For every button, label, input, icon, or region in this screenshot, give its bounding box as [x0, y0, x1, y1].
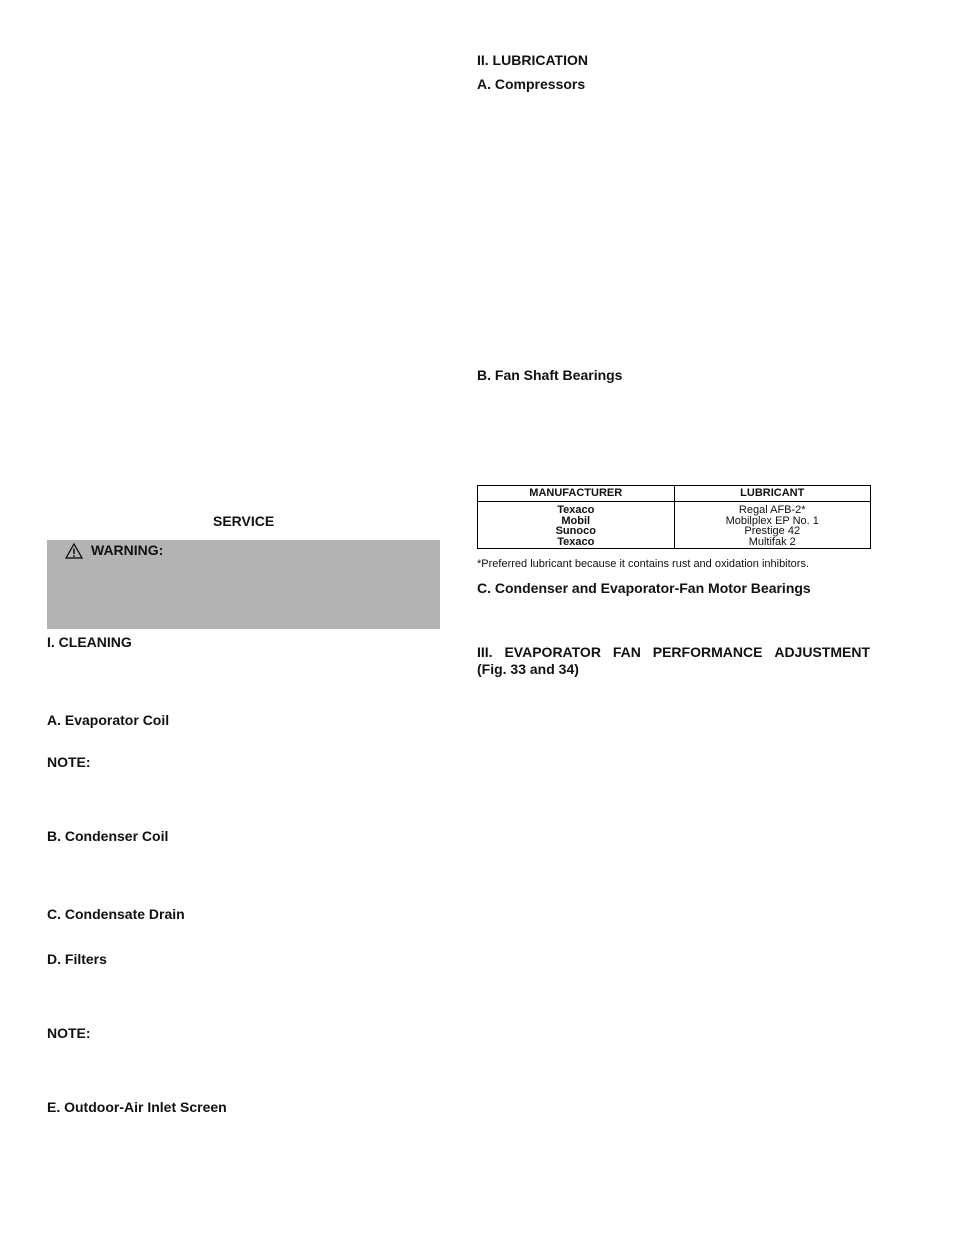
- heading-word: ADJUSTMENT: [774, 644, 870, 660]
- heading-word: PERFORMANCE: [652, 644, 763, 660]
- manufacturer-name: Texaco: [557, 535, 595, 548]
- note-label: NOTE:: [47, 1025, 91, 1041]
- table-header-lubricant: LUBRICANT: [674, 486, 871, 502]
- manufacturer-name: Sunoco: [555, 525, 596, 537]
- warning-label: WARNING:: [91, 542, 164, 558]
- subsection-outdoor-air-inlet-screen: E. Outdoor-Air Inlet Screen: [47, 1099, 227, 1115]
- subsection-compressors: A. Compressors: [477, 76, 586, 92]
- section-fan-adjustment-heading: [477, 644, 870, 661]
- manufacturer-cell: [478, 502, 675, 549]
- table-header-manufacturer: MANUFACTURER: [478, 486, 675, 502]
- lubricant-name: Regal AFB-2*: [738, 504, 806, 516]
- warning-header: [65, 542, 163, 559]
- lubricant-name: Prestige 42: [744, 525, 801, 537]
- lubricant-name: Mobilplex EP No. 1: [725, 514, 819, 527]
- table-footnote: *Preferred lubricant because it contains rust and oxidation inhibitors.: [477, 558, 810, 570]
- manufacturer-name: Texaco: [557, 504, 595, 516]
- manufacturer-name: Mobil: [561, 514, 591, 527]
- subsection-condenser-coil: B. Condenser Coil: [47, 828, 169, 844]
- subsection-filters: D. Filters: [47, 951, 107, 967]
- subsection-fan-shaft-bearings: B. Fan Shaft Bearings: [477, 367, 623, 383]
- heading-word: III.: [477, 644, 493, 660]
- section-service-title: SERVICE: [213, 513, 275, 529]
- table-row: [478, 502, 871, 549]
- heading-word: FAN: [612, 644, 641, 660]
- lubricant-name: Multifak 2: [748, 535, 796, 548]
- note-label: NOTE:: [47, 754, 91, 770]
- subsection-motor-bearings: C. Condenser and Evaporator-Fan Motor Bearings: [477, 580, 811, 596]
- subsection-evaporator-coil: A. Evaporator Coil: [47, 712, 170, 728]
- subsection-condensate-drain: C. Condensate Drain: [47, 906, 185, 922]
- warning-box: [47, 540, 440, 629]
- heading-word: EVAPORATOR: [504, 644, 601, 660]
- section-lubrication: II. LUBRICATION: [477, 52, 588, 68]
- fan-adjustment-figure-ref: (Fig. 33 and 34): [477, 661, 579, 677]
- warning-triangle-icon: [65, 543, 83, 559]
- lubricant-table: [477, 485, 871, 549]
- section-cleaning: I. CLEANING: [47, 634, 132, 650]
- lubricant-cell: [674, 502, 871, 549]
